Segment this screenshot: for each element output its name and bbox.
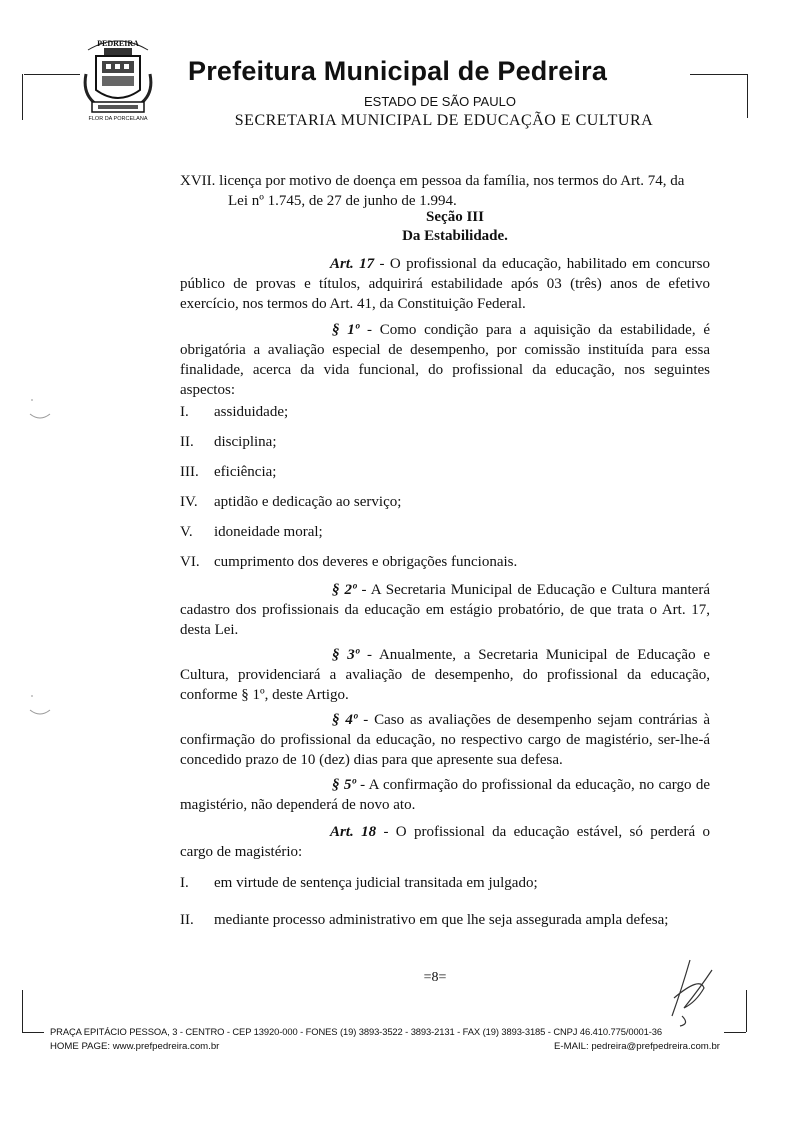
paragraph-1 [180, 320, 710, 400]
paragraph-3-label: § 3º [332, 647, 360, 663]
footer-address: PRAÇA EPITÁCIO PESSOA, 3 - CENTRO - CEP 13920-000 - FONES (19) 3893-3522 - 3893-2131 - FAX (19) 3893-3185 - CNPJ 46.410.775/0001-36 [50, 1026, 663, 1037]
paragraph-2 [180, 580, 710, 640]
article-17 [180, 254, 710, 314]
paragraph-2-text-first: - A Secretaria Municipal de Educação e Cultura [356, 582, 657, 598]
scan-mark [26, 690, 54, 718]
item-xvii-line2: Lei nº 1.745, de 27 de junho de 1.994. [228, 193, 457, 209]
section-title: Seção III [426, 209, 484, 225]
paragraph-3-text-rest: Cultura, providenciará a avaliação de desempenho, do profissional da educação, conforme § 1º, deste Artigo. [180, 667, 710, 703]
section-subtitle: Da Estabilidade. [402, 228, 508, 244]
paragraph-4-label: § 4º [332, 712, 358, 728]
article-18-text-first: - O profissional da educação estável, só perderá o [376, 824, 710, 840]
paragraph-2-label: § 2º [332, 582, 357, 598]
paragraph-4 [180, 710, 710, 770]
item-xvii [180, 171, 710, 211]
header-rule-right [690, 74, 748, 75]
page-number: =8= [423, 970, 447, 985]
list-item: II. mediante processo administrativo em que lhe seja assegurada ampla defesa; [180, 912, 669, 928]
paragraph-5-text-rest: de magistério, não dependerá de novo ato. [180, 777, 710, 813]
list-item: IV. aptidão e dedicação ao serviço; [180, 494, 402, 510]
seal-top-text: PEDREIRA [97, 39, 139, 48]
paragraph-5-label: § 5º [332, 777, 356, 793]
list-item: III. eficiência; [180, 464, 277, 480]
signature-mark [660, 958, 720, 1028]
secretaria-label: SECRETARIA MUNICIPAL DE EDUCAÇÃO E CULTURA [234, 112, 654, 129]
state-label: ESTADO DE SÃO PAULO [364, 94, 516, 109]
article-18-text-rest: cargo de magistério: [180, 844, 303, 860]
header-rule-left [24, 74, 80, 75]
paragraph-4-text-rest: confirmação do profissional da educação, no respectivo cargo de magistério, ser-lhe-á concedido prazo de 10 (dez) dias para que apresente sua defesa. [180, 732, 710, 768]
article-18 [180, 822, 710, 862]
paragraph-5 [180, 775, 710, 815]
paragraph-4-text-first: - Caso as avaliações de desempenho sejam contrárias à [357, 712, 711, 728]
item-xvii-line1: XVII. licença por motivo de doença em pessoa da família, nos termos do Art. 74, da [180, 173, 685, 189]
list-item: I. em virtude de sentença judicial transitada em julgado; [180, 875, 538, 891]
list-item: I. assiduidade; [180, 404, 289, 420]
paragraph-3-text-first: - Anualmente, a Secretaria Municipal de Educação e [359, 647, 710, 663]
page-title: Prefeitura Municipal de Pedreira [188, 56, 608, 86]
list-item: VI. cumprimento dos deveres e obrigações funcionais. [180, 554, 518, 570]
footer-email: E-MAIL: pedreira@prefpedreira.com.br [554, 1041, 720, 1052]
paragraph-2-text-rest: manterá cadastro dos profissionais da educação em estágio probatório, de que trata o Art. 17, desta Lei. [180, 582, 710, 638]
article-18-label: Art. 18 [330, 824, 377, 840]
footer-rule-right [724, 1032, 746, 1033]
footer-homepage: HOME PAGE: www.prefpedreira.com.br [50, 1041, 220, 1052]
article-17-text-first: - O profissional da educação, habilitado em [374, 256, 651, 272]
paragraph-3 [180, 645, 710, 705]
scan-mark [26, 396, 54, 422]
article-17-label: Art. 17 [330, 256, 375, 272]
footer-rule-right-vertical [746, 990, 747, 1032]
paragraph-5-text-first: - A confirmação do profissional da educação, no cargo [355, 777, 692, 793]
footer-rule-left [22, 1032, 44, 1033]
paragraph-1-label: § 1º [332, 322, 360, 338]
article-17-text-rest: concurso público de provas e títulos, adquirirá estabilidade após 03 (três) anos de efetivo exercício, nos termos do Art. 41, da Constituição Federal. [180, 256, 710, 312]
paragraph-1-text-first: - Como condição para a aquisição da estabilidade, é [359, 322, 710, 338]
list-item: V. idoneidade moral; [180, 524, 323, 540]
list-item: II. disciplina; [180, 434, 277, 450]
seal-bottom-text: FLOR DA PORCELANA [88, 116, 148, 122]
paragraph-1-text-rest: obrigatória a avaliação especial de desempenho, por comissão instituída para essa finalidade, acerca da vida funcional, do profissional da educação, nos seguintes aspectos: [180, 342, 710, 398]
footer-rule-left-vertical [22, 990, 23, 1032]
